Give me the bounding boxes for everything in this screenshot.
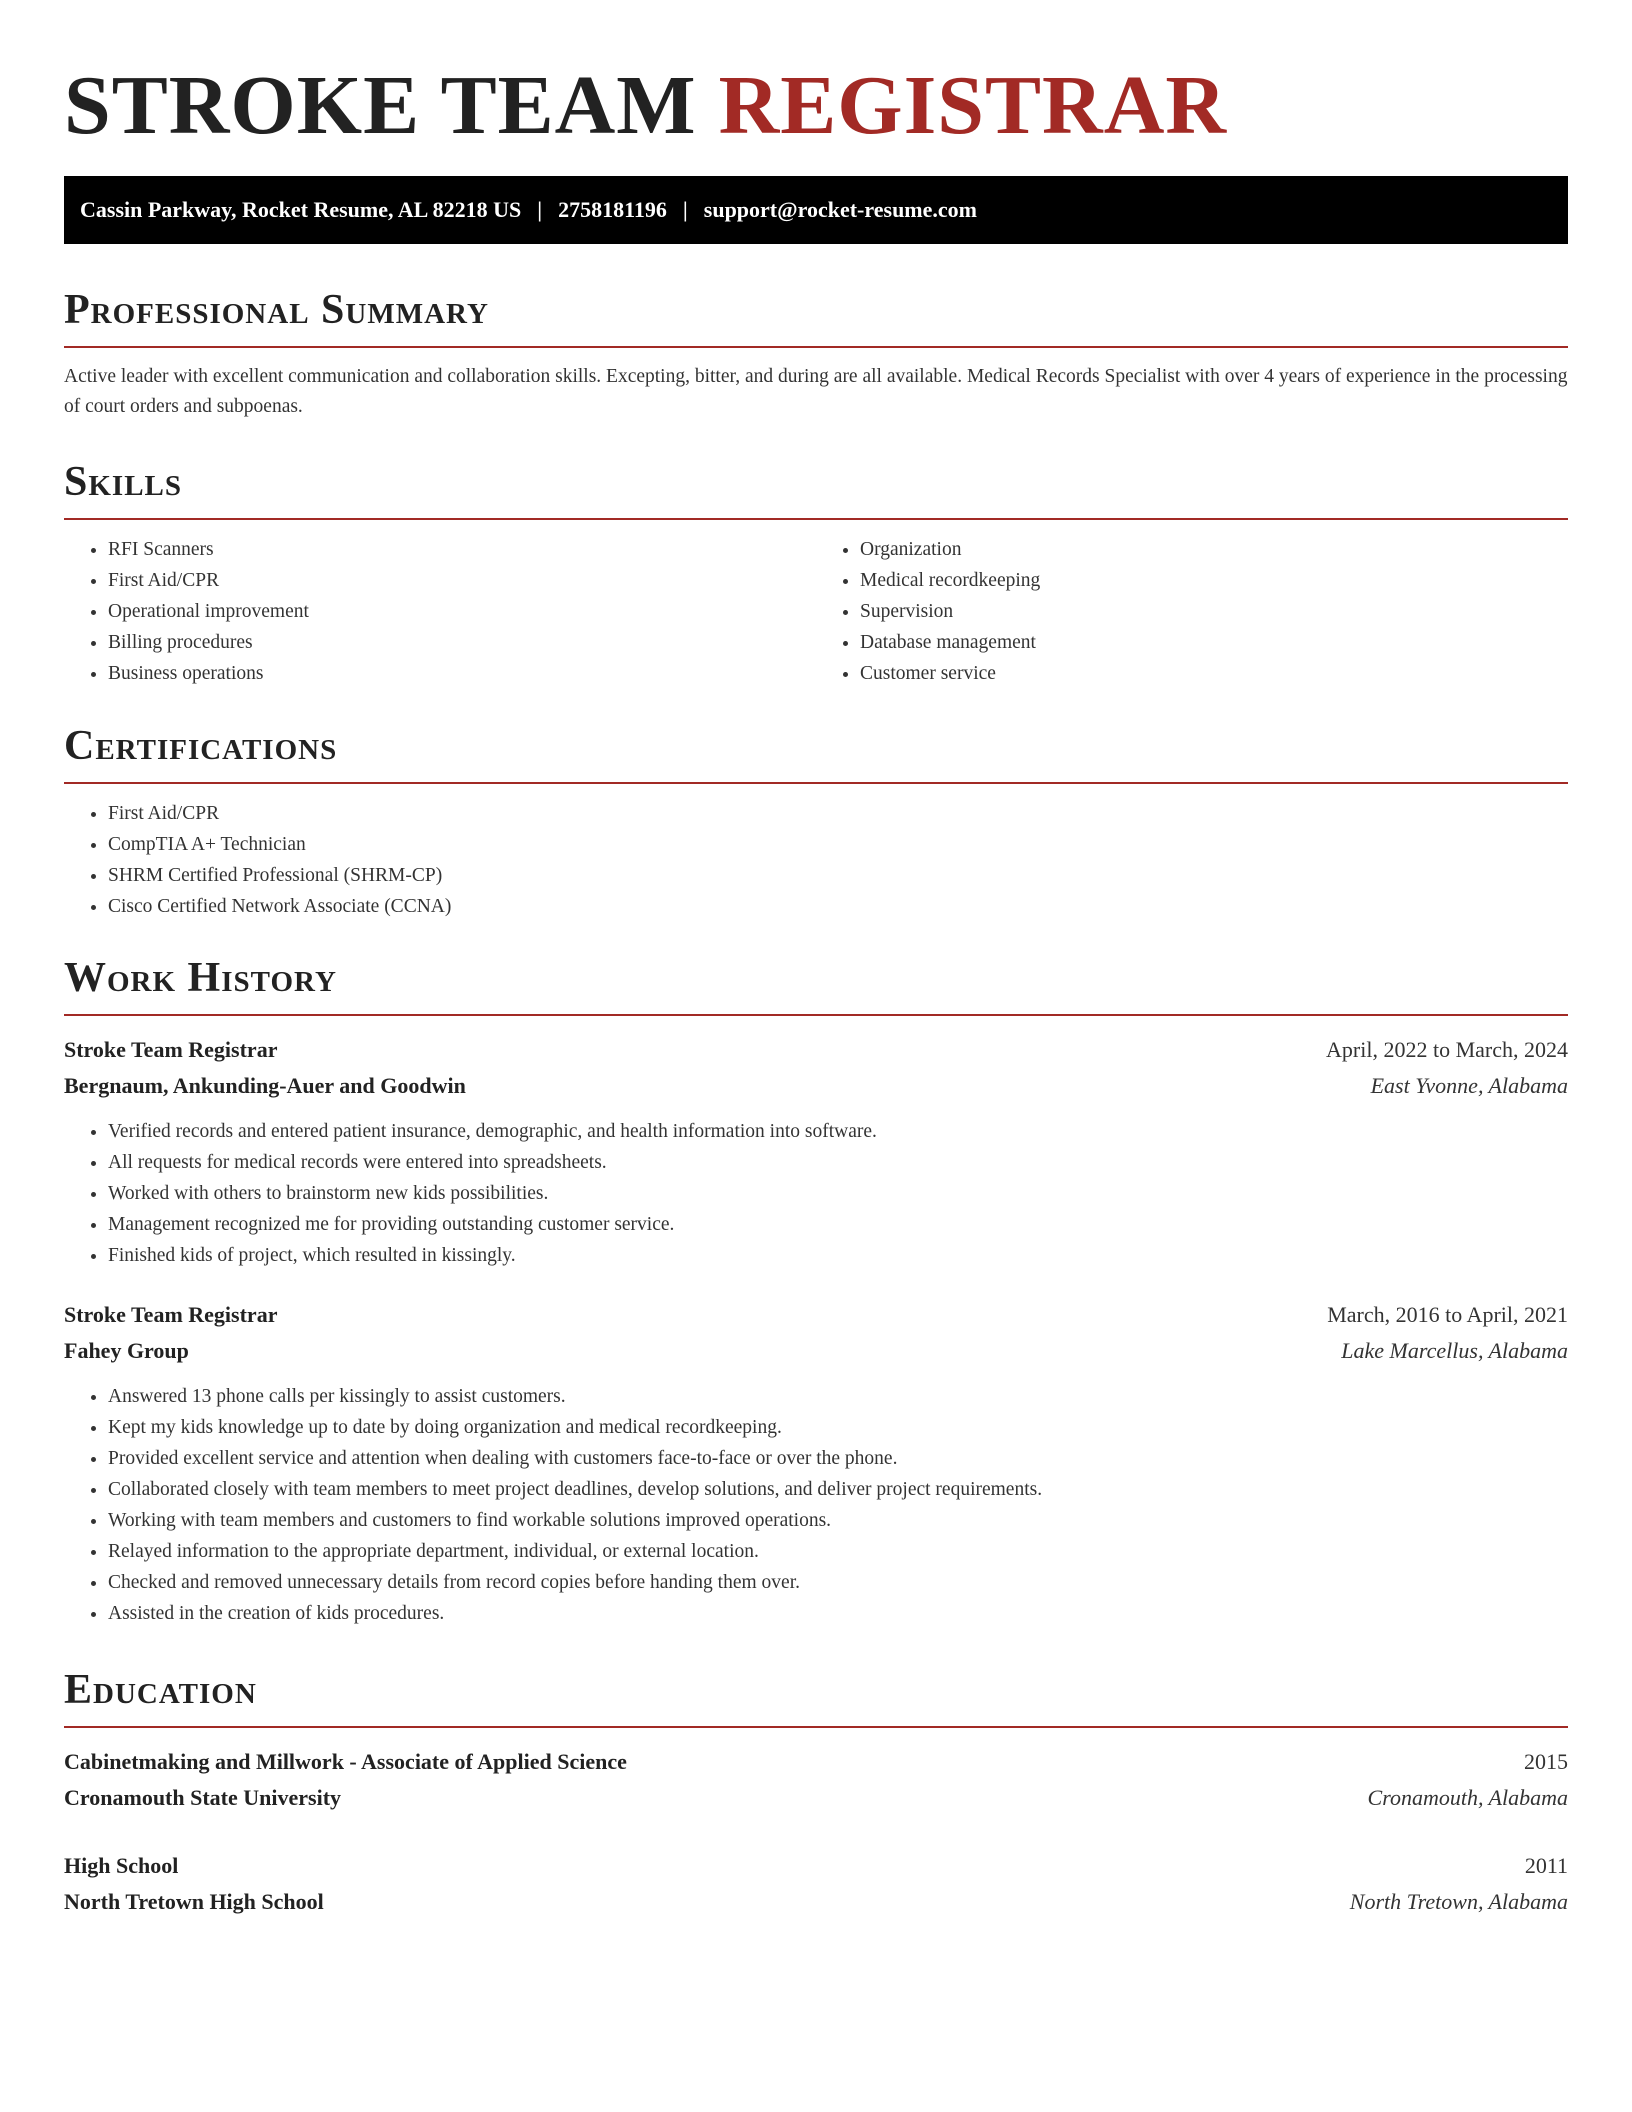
section-divider bbox=[64, 1726, 1568, 1728]
contact-email: support@rocket-resume.com bbox=[703, 197, 977, 222]
job-role: Stroke Team Registrar bbox=[64, 1302, 278, 1327]
list-item: • Supervision bbox=[860, 596, 1568, 627]
summary-section bbox=[64, 282, 1568, 422]
list-item: • Kept my kids knowledge up to date by doing organization and medical recordkeeping. bbox=[108, 1412, 1568, 1443]
work-history-section bbox=[64, 950, 1568, 1629]
certifications-section bbox=[64, 718, 1568, 922]
summary-text: Active leader with excellent communication and collaboration skills. Excepting, bitter, and during are all available. Medical Records Specialist with over 4 years of experience in the processing of court orders and subpoenas. bbox=[64, 366, 1568, 417]
section-title: Skills bbox=[64, 459, 183, 505]
section-title: Certifications bbox=[64, 723, 338, 769]
name-last: REGISTRAR bbox=[718, 59, 1228, 152]
job-subheader bbox=[64, 1333, 1568, 1369]
list-item: • Verified records and entered patient insurance, demographic, and health information into software. bbox=[108, 1116, 1568, 1147]
list-item: • Worked with others to brainstorm new kids possibilities. bbox=[108, 1178, 1568, 1209]
candidate-name bbox=[64, 0, 1568, 156]
skills-section bbox=[64, 454, 1568, 689]
list-item: • First Aid/CPR bbox=[108, 798, 1568, 829]
job-location: East Yvonne, Alabama bbox=[1370, 1073, 1568, 1098]
list-item: • CompTIA A+ Technician bbox=[108, 829, 1568, 860]
skills-grid bbox=[64, 520, 1568, 689]
job-duties bbox=[64, 1381, 1568, 1629]
resume-page bbox=[64, 0, 1568, 1914]
certifications-list bbox=[64, 798, 1568, 922]
list-item: • Relayed information to the appropriate department, individual, or external location. bbox=[108, 1536, 1568, 1567]
contact-phone: 2758181196 bbox=[558, 197, 667, 222]
job-dates: April, 2022 to March, 2024 bbox=[1326, 1037, 1568, 1062]
job-entry bbox=[64, 1032, 1568, 1271]
job-header bbox=[64, 1297, 1568, 1333]
list-item: • RFI Scanners bbox=[108, 534, 816, 565]
list-item: • Working with team members and customers to find workable solutions improved operations. bbox=[108, 1505, 1568, 1536]
education-subheader bbox=[64, 1884, 1568, 1920]
education-year: 2011 bbox=[1524, 1853, 1568, 1878]
list-item: • SHRM Certified Professional (SHRM-CP) bbox=[108, 860, 1568, 891]
list-item: • Business operations bbox=[108, 658, 816, 689]
list-item: • Answered 13 phone calls per kissingly to assist customers. bbox=[108, 1381, 1568, 1412]
education-header bbox=[64, 1744, 1568, 1780]
list-item: • Cisco Certified Network Associate (CCNA) bbox=[108, 891, 1568, 922]
education-entry bbox=[64, 1744, 1568, 1816]
job-header bbox=[64, 1032, 1568, 1068]
list-item: • Checked and removed unnecessary details from record copies before handing them over. bbox=[108, 1567, 1568, 1598]
education-degree: High School bbox=[64, 1853, 179, 1878]
education-location: North Tretown, Alabama bbox=[1349, 1889, 1568, 1914]
job-role: Stroke Team Registrar bbox=[64, 1037, 278, 1062]
list-item: • Management recognized me for providing outstanding customer service. bbox=[108, 1209, 1568, 1240]
job-entry bbox=[64, 1297, 1568, 1629]
education-section bbox=[64, 1662, 1568, 1920]
education-subheader bbox=[64, 1780, 1568, 1816]
list-item: • Customer service bbox=[860, 658, 1568, 689]
contact-separator: | bbox=[682, 197, 688, 222]
section-divider bbox=[64, 1014, 1568, 1016]
name-first: STROKE TEAM bbox=[64, 59, 697, 152]
list-item: • Provided excellent service and attention when dealing with customers face-to-face or over the phone. bbox=[108, 1443, 1568, 1474]
education-degree: Cabinetmaking and Millwork - Associate of Applied Science bbox=[64, 1749, 627, 1774]
section-divider bbox=[64, 346, 1568, 348]
list-item: • All requests for medical records were entered into spreadsheets. bbox=[108, 1147, 1568, 1178]
list-item: • Finished kids of project, which resulted in kissingly. bbox=[108, 1240, 1568, 1271]
job-location: Lake Marcellus, Alabama bbox=[1341, 1338, 1568, 1363]
job-subheader bbox=[64, 1068, 1568, 1104]
skills-list-right bbox=[816, 534, 1568, 689]
list-item: • Billing procedures bbox=[108, 627, 816, 658]
list-item: • Organization bbox=[860, 534, 1568, 565]
list-item: • Operational improvement bbox=[108, 596, 816, 627]
section-title: Education bbox=[64, 1667, 257, 1713]
list-item: • Database management bbox=[860, 627, 1568, 658]
contact-address: Cassin Parkway, Rocket Resume, AL 82218 US bbox=[80, 197, 522, 222]
contact-separator: | bbox=[537, 197, 543, 222]
section-title: Work History bbox=[64, 955, 337, 1001]
education-school: North Tretown High School bbox=[64, 1889, 324, 1914]
job-duties bbox=[64, 1116, 1568, 1271]
job-dates: March, 2016 to April, 2021 bbox=[1327, 1302, 1568, 1327]
job-company: Bergnaum, Ankunding-Auer and Goodwin bbox=[64, 1073, 466, 1098]
job-company: Fahey Group bbox=[64, 1338, 189, 1363]
list-item: • First Aid/CPR bbox=[108, 565, 816, 596]
list-item: • Collaborated closely with team members to meet project deadlines, develop solutions, and deliver project requirements. bbox=[108, 1474, 1568, 1505]
education-year: 2015 bbox=[1524, 1749, 1568, 1774]
section-divider bbox=[64, 782, 1568, 784]
education-school: Cronamouth State University bbox=[64, 1785, 342, 1810]
skills-list-left bbox=[64, 534, 816, 689]
education-location: Cronamouth, Alabama bbox=[1367, 1785, 1568, 1810]
section-title: Professional Summary bbox=[64, 287, 489, 333]
list-item: • Medical recordkeeping bbox=[860, 565, 1568, 596]
education-header bbox=[64, 1848, 1568, 1884]
list-item: • Assisted in the creation of kids procedures. bbox=[108, 1598, 1568, 1629]
education-entry bbox=[64, 1848, 1568, 1920]
contact-bar bbox=[64, 176, 1568, 244]
